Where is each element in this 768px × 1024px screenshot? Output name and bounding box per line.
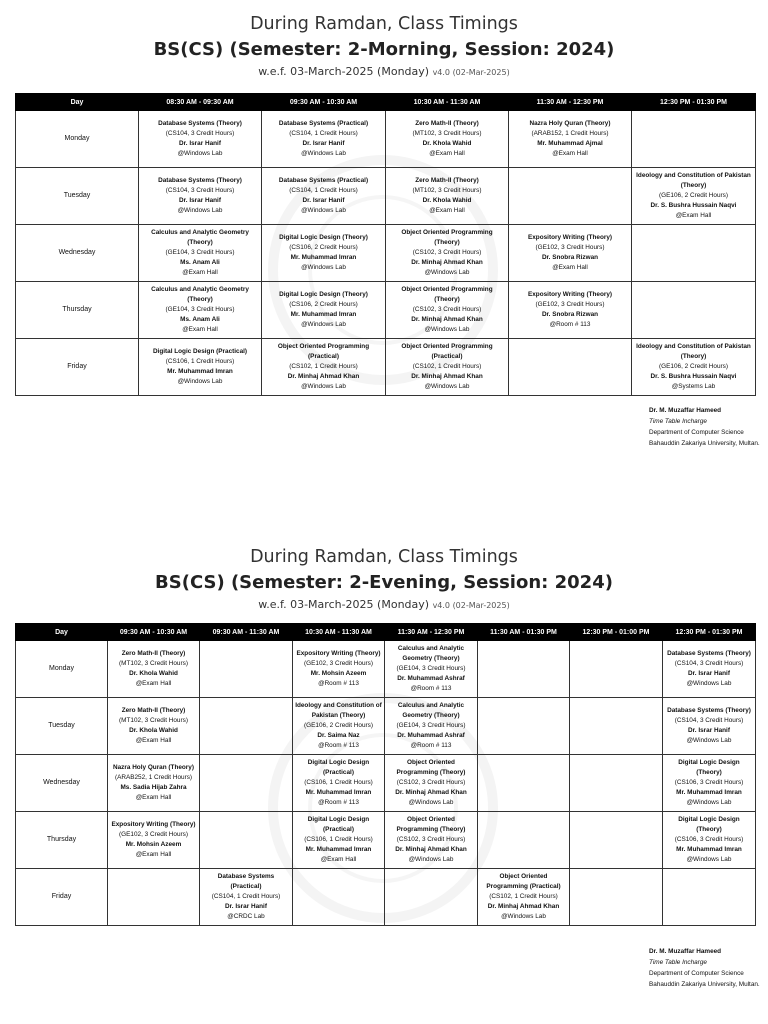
- course-title: Digital Logic Design (Theory): [678, 816, 740, 834]
- course-code: (CS104, 1 Credit Hours): [289, 187, 358, 195]
- signature-name: Dr. M. Muzaffar Hameed: [649, 948, 722, 955]
- course-title: Calculus and Analytic Geometry (Theory): [397, 645, 465, 663]
- room-location: @Windows Lab: [177, 206, 223, 214]
- signature-university: Bahauddin Zakariya University, Multan.: [649, 439, 760, 447]
- instructor-name: Dr. S. Bushra Hussain Naqvi: [650, 201, 737, 209]
- signature-name: Dr. M. Muzaffar Hameed: [649, 407, 722, 414]
- room-location: @Room # 113: [318, 679, 359, 687]
- empty-cell: [570, 755, 663, 812]
- course-title: Object Oriented Programming (Theory): [396, 816, 466, 834]
- course-code: (GE102, 3 Credit Hours): [535, 301, 605, 309]
- room-location: @Windows Lab: [686, 855, 732, 863]
- course-title: Ideology and Constitution of Pakistan (Theory): [636, 172, 751, 190]
- class-cell: [108, 698, 200, 755]
- time-slot-header: 09:30 AM - 10:30 AM: [108, 624, 200, 641]
- evening-heading: During Ramdan, Class Timings: [250, 547, 518, 567]
- course-title: Database Systems (Practical): [217, 873, 275, 891]
- instructor-name: Ms. Sadia Hijab Zahra: [120, 784, 187, 791]
- instructor-name: Mr. Muhammad Imran: [290, 311, 357, 318]
- day-label: Friday: [16, 869, 108, 926]
- class-cell: [632, 168, 756, 225]
- course-title: Ideology and Constitution of Pakistan (Theory): [295, 702, 382, 720]
- course-title: Expository Writing (Theory): [527, 234, 613, 242]
- timetable-row: [16, 282, 756, 339]
- timetable-row: [16, 225, 756, 282]
- class-cell: [663, 698, 756, 755]
- room-location: @Exam Hall: [429, 206, 465, 214]
- signature-department: Department of Computer Science: [649, 969, 744, 977]
- day-label: Wednesday: [16, 225, 139, 282]
- time-slot-header: 11:30 AM - 12:30 PM: [385, 624, 478, 641]
- course-title: Zero Math-II (Theory): [415, 120, 479, 128]
- class-cell: [262, 225, 386, 282]
- day-column-header: Day: [16, 624, 108, 641]
- empty-cell: [478, 755, 570, 812]
- time-slot-header: 08:30 AM - 09:30 AM: [139, 94, 262, 111]
- day-label: Monday: [16, 641, 108, 698]
- instructor-name: Dr. S. Bushra Hussain Naqvi: [650, 372, 737, 380]
- instructor-name: Dr. Israr Hanif: [179, 140, 221, 147]
- empty-cell: [478, 641, 570, 698]
- course-title: Digital Logic Design (Theory): [678, 759, 740, 777]
- room-location: @Windows Lab: [301, 149, 346, 157]
- room-location: @Room # 113: [410, 741, 452, 749]
- class-cell: [139, 282, 262, 339]
- time-slot-header: 10:30 AM - 11:30 AM: [386, 94, 509, 111]
- course-code: (GE106, 2 Credit Hours): [659, 363, 728, 371]
- course-title: Database Systems (Theory): [667, 707, 751, 715]
- empty-cell: [632, 111, 756, 168]
- timetable-row: [16, 755, 756, 812]
- course-code: (GE102, 3 Credit Hours): [119, 831, 188, 839]
- empty-cell: [200, 755, 293, 812]
- time-slot-header: 12:30 PM - 01:30 PM: [632, 94, 756, 111]
- class-cell: [386, 225, 509, 282]
- course-title: Database Systems (Practical): [278, 177, 369, 185]
- course-code: (CS104, 3 Credit Hours): [674, 660, 744, 668]
- class-cell: [293, 641, 385, 698]
- instructor-name: Dr. Israr Hanif: [225, 902, 267, 910]
- room-location: @Systems Lab: [671, 382, 716, 390]
- instructor-name: Dr. Minhaj Ahmad Khan: [411, 258, 483, 266]
- course-title: Digital Logic Design (Theory): [279, 291, 368, 299]
- class-cell: [385, 698, 478, 755]
- instructor-name: Dr. Minhaj Ahmad Khan: [487, 902, 560, 910]
- instructor-name: Mr. Muhammad Imran: [290, 254, 357, 261]
- instructor-name: Mr. Muhammad Imran: [167, 368, 233, 375]
- empty-cell: [570, 641, 663, 698]
- empty-cell: [663, 869, 756, 926]
- empty-cell: [570, 869, 663, 926]
- course-code: (GE106, 2 Credit Hours): [659, 192, 728, 200]
- course-code: (CS106, 2 Credit Hours): [289, 244, 358, 252]
- timetable-row: [16, 168, 756, 225]
- empty-cell: [570, 812, 663, 869]
- instructor-name: Mr. Muhammad Ajmal: [537, 140, 603, 147]
- class-cell: [108, 641, 200, 698]
- course-code: (CS102, 1 Credit Hours): [412, 363, 482, 371]
- day-label: Thursday: [16, 812, 108, 869]
- room-location: @Exam Hall: [182, 268, 218, 276]
- course-title: Zero Math-II (Theory): [121, 707, 186, 715]
- class-cell: [385, 755, 478, 812]
- course-code: (ARAB152, 1 Credit Hours): [531, 130, 609, 138]
- course-code: (GE104, 3 Credit Hours): [396, 722, 466, 730]
- signature-role: Time Table Incharge: [649, 417, 707, 425]
- course-title: Zero Math-II (Theory): [415, 177, 479, 185]
- course-code: (CS102, 3 Credit Hours): [412, 306, 482, 314]
- evening-effective-date: [0, 598, 768, 611]
- course-code: (CS106, 2 Credit Hours): [289, 301, 358, 309]
- room-location: @Room # 113: [318, 798, 359, 806]
- morning-signature-block: [649, 406, 760, 450]
- room-location: @Windows Lab: [408, 798, 454, 806]
- room-location: @Room # 113: [549, 320, 591, 328]
- class-cell: [262, 282, 386, 339]
- class-cell: [262, 168, 386, 225]
- class-cell: [478, 869, 570, 926]
- class-cell: [200, 869, 293, 926]
- instructor-name: Dr. Minhaj Ahmad Khan: [411, 315, 483, 323]
- class-cell: [139, 225, 262, 282]
- timetable-row: [16, 869, 756, 926]
- room-location: @Windows Lab: [686, 798, 732, 806]
- course-title: Digital Logic Design (Practical): [307, 759, 370, 777]
- course-title: Object Oriented Programming (Theory): [396, 759, 466, 777]
- class-cell: [632, 339, 756, 396]
- class-cell: [386, 111, 509, 168]
- course-title: Expository Writing (Theory): [111, 821, 196, 829]
- course-title: Calculus and Analytic Geometry (Theory): [151, 229, 249, 247]
- course-code: (GE102, 3 Credit Hours): [535, 244, 605, 252]
- course-title: Nazra Holy Quran (Theory): [113, 764, 194, 772]
- instructor-name: Dr. Israr Hanif: [302, 197, 345, 204]
- day-label: Friday: [16, 339, 139, 396]
- empty-cell: [632, 225, 756, 282]
- course-title: Object Oriented Programming (Practical): [486, 873, 561, 891]
- empty-cell: [385, 869, 478, 926]
- instructor-name: Dr. Minhaj Ahmad Khan: [411, 372, 483, 380]
- empty-cell: [200, 641, 293, 698]
- course-code: (MT102, 3 Credit Hours): [412, 187, 482, 195]
- instructor-name: Dr. Israr Hanif: [302, 140, 345, 147]
- empty-cell: [632, 282, 756, 339]
- instructor-name: Dr. Muhammad Ashraf: [397, 674, 465, 682]
- morning-timetable: [15, 93, 756, 396]
- time-slot-header: 11:30 AM - 12:30 PM: [509, 94, 632, 111]
- room-location: @Exam Hall: [182, 325, 218, 333]
- signature-role: Time Table Incharge: [649, 958, 707, 966]
- evening-program-title: BS(CS) (Semester: 2-Evening, Session: 2024): [155, 572, 613, 593]
- class-cell: [509, 111, 632, 168]
- room-location: @Windows Lab: [501, 912, 546, 920]
- instructor-name: Mr. Muhammad Imran: [676, 788, 742, 796]
- class-cell: [663, 641, 756, 698]
- room-location: @Exam Hall: [429, 149, 465, 157]
- room-location: @Windows Lab: [301, 320, 346, 328]
- room-location: @Exam Hall: [135, 793, 172, 801]
- course-code: (CS102, 3 Credit Hours): [412, 249, 482, 257]
- morning-effective-date: [0, 65, 768, 78]
- day-label: Wednesday: [16, 755, 108, 812]
- course-title: Database Systems (Theory): [158, 120, 242, 128]
- instructor-name: Dr. Khola Wahid: [422, 197, 472, 204]
- instructor-name: Dr. Saima Naz: [317, 731, 360, 739]
- course-title: Ideology and Constitution of Pakistan (Theory): [636, 343, 751, 361]
- course-code: (CS104, 1 Credit Hours): [211, 893, 281, 901]
- empty-cell: [509, 339, 632, 396]
- course-title: Nazra Holy Quran (Theory): [529, 120, 611, 128]
- course-title: Database Systems (Theory): [158, 177, 242, 185]
- room-location: @Windows Lab: [177, 377, 223, 385]
- class-cell: [108, 812, 200, 869]
- course-code: (GE104, 3 Credit Hours): [396, 665, 466, 673]
- instructor-name: Dr. Israr Hanif: [688, 670, 730, 677]
- morning-heading: During Ramdan, Class Timings: [250, 14, 518, 34]
- course-code: (CS104, 1 Credit Hours): [289, 130, 358, 138]
- room-location: @Windows Lab: [424, 268, 470, 276]
- room-location: @Windows Lab: [177, 149, 223, 157]
- room-location: @Exam Hall: [135, 850, 172, 858]
- instructor-name: Mr. Muhammad Imran: [676, 845, 742, 853]
- time-slot-header: 09:30 AM - 10:30 AM: [262, 94, 386, 111]
- time-slot-header: 12:30 PM - 01:00 PM: [570, 624, 663, 641]
- instructor-name: Dr. Israr Hanif: [688, 727, 730, 734]
- class-cell: [262, 339, 386, 396]
- room-location: @Windows Lab: [301, 206, 346, 214]
- instructor-name: Ms. Anam Ali: [180, 258, 220, 266]
- instructor-name: Dr. Khola Wahid: [422, 140, 472, 147]
- course-title: Calculus and Analytic Geometry (Theory): [397, 702, 465, 720]
- day-label: Thursday: [16, 282, 139, 339]
- course-code: (CS102, 1 Credit Hours): [289, 363, 358, 371]
- empty-cell: [293, 869, 385, 926]
- class-cell: [293, 812, 385, 869]
- timetable-row: [16, 641, 756, 698]
- room-location: @Windows Lab: [424, 382, 470, 390]
- evening-signature-block: [649, 947, 760, 991]
- instructor-name: Mr. Muhammad Imran: [305, 788, 372, 796]
- day-label: Monday: [16, 111, 139, 168]
- class-cell: [385, 641, 478, 698]
- course-title: Zero Math-II (Theory): [121, 650, 186, 658]
- empty-cell: [478, 698, 570, 755]
- course-code: (CS106, 1 Credit Hours): [304, 836, 373, 844]
- time-slot-header: 09:30 AM - 11:30 AM: [200, 624, 293, 641]
- instructor-name: Mr. Mohsin Azeem: [310, 670, 367, 677]
- room-location: @Room # 113: [410, 684, 452, 692]
- instructor-name: Dr. Minhaj Ahmad Khan: [395, 845, 467, 853]
- course-title: Digital Logic Design (Practical): [152, 348, 248, 356]
- day-column-header: Day: [16, 94, 139, 111]
- course-code: (CS106, 3 Credit Hours): [674, 779, 744, 787]
- course-code: (CS102, 3 Credit Hours): [396, 836, 466, 844]
- course-code: (MT102, 3 Credit Hours): [412, 130, 482, 138]
- day-label: Tuesday: [16, 168, 139, 225]
- room-location: @Exam Hall: [675, 211, 712, 219]
- instructor-name: Dr. Muhammad Ashraf: [397, 731, 465, 739]
- timetable-row: [16, 812, 756, 869]
- course-code: (CS104, 3 Credit Hours): [165, 187, 235, 195]
- course-title: Expository Writing (Theory): [296, 650, 381, 658]
- course-code: (MT102, 3 Credit Hours): [119, 660, 188, 668]
- course-code: (GE102, 3 Credit Hours): [304, 660, 373, 668]
- course-code: (GE104, 3 Credit Hours): [165, 306, 235, 314]
- morning-wef: w.e.f. 03-March-2025 (Monday): [258, 65, 430, 78]
- class-cell: [663, 755, 756, 812]
- signature-department: Department of Computer Science: [649, 428, 744, 436]
- evening-timetable: [15, 623, 756, 926]
- course-title: Digital Logic Design (Practical): [307, 816, 370, 834]
- class-cell: [386, 282, 509, 339]
- instructor-name: Dr. Khola Wahid: [129, 727, 178, 734]
- instructor-name: Ms. Anam Ali: [180, 315, 220, 323]
- instructor-name: Dr. Israr Hanif: [179, 197, 221, 204]
- course-code: (GE104, 3 Credit Hours): [165, 249, 235, 257]
- course-title: Object Oriented Programming (Theory): [401, 229, 493, 247]
- room-location: @CRDC Lab: [227, 912, 265, 920]
- room-location: @Exam Hall: [552, 263, 588, 271]
- instructor-name: Dr. Snobra Rizwan: [541, 311, 599, 318]
- day-label: Tuesday: [16, 698, 108, 755]
- room-location: @Windows Lab: [408, 855, 454, 863]
- room-location: @Windows Lab: [686, 679, 732, 687]
- instructor-name: Dr. Minhaj Ahmad Khan: [395, 788, 467, 796]
- room-location: @Windows Lab: [301, 382, 346, 390]
- instructor-name: Mr. Muhammad Imran: [305, 845, 372, 853]
- time-slot-header: 12:30 PM - 01:30 PM: [663, 624, 756, 641]
- empty-cell: [509, 168, 632, 225]
- time-slot-header: 11:30 AM - 01:30 PM: [478, 624, 570, 641]
- course-code: (CS106, 3 Credit Hours): [674, 836, 744, 844]
- course-title: Object Oriented Programming (Practical): [277, 343, 370, 361]
- room-location: @Exam Hall: [135, 736, 172, 744]
- timetable-row: [16, 111, 756, 168]
- course-title: Database Systems (Practical): [278, 120, 369, 128]
- course-title: Expository Writing (Theory): [527, 291, 613, 299]
- class-cell: [663, 812, 756, 869]
- course-code: (CS106, 1 Credit Hours): [165, 358, 235, 366]
- course-title: Digital Logic Design (Theory): [279, 234, 368, 242]
- timetable-row: [16, 698, 756, 755]
- empty-cell: [200, 812, 293, 869]
- class-cell: [139, 339, 262, 396]
- class-cell: [509, 225, 632, 282]
- course-code: (CS102, 1 Credit Hours): [489, 893, 558, 901]
- class-cell: [509, 282, 632, 339]
- class-cell: [293, 698, 385, 755]
- evening-header-row: [16, 624, 756, 641]
- class-cell: [139, 111, 262, 168]
- room-location: @Windows Lab: [424, 325, 470, 333]
- morning-program-title: BS(CS) (Semester: 2-Morning, Session: 2024): [153, 39, 615, 60]
- signature-university: Bahauddin Zakariya University, Multan.: [649, 980, 760, 988]
- course-code: (GE106, 2 Credit Hours): [304, 722, 373, 730]
- course-title: Object Oriented Programming (Theory): [401, 286, 493, 304]
- time-slot-header: 10:30 AM - 11:30 AM: [293, 624, 385, 641]
- course-code: (CS106, 1 Credit Hours): [304, 779, 373, 787]
- room-location: @Exam Hall: [552, 149, 588, 157]
- course-code: (CS104, 3 Credit Hours): [165, 130, 235, 138]
- room-location: @Exam Hall: [320, 855, 357, 863]
- class-cell: [386, 168, 509, 225]
- class-cell: [293, 755, 385, 812]
- course-code: (CS102, 3 Credit Hours): [396, 779, 466, 787]
- instructor-name: Dr. Khola Wahid: [129, 670, 178, 677]
- class-cell: [385, 812, 478, 869]
- room-location: @Windows Lab: [686, 736, 732, 744]
- instructor-name: Dr. Minhaj Ahmad Khan: [287, 372, 360, 380]
- empty-cell: [200, 698, 293, 755]
- course-title: Object Oriented Programming (Practical): [401, 343, 493, 361]
- morning-header-row: [16, 94, 756, 111]
- timetable-row: [16, 339, 756, 396]
- empty-cell: [108, 869, 200, 926]
- empty-cell: [478, 812, 570, 869]
- course-code: (MT102, 3 Credit Hours): [119, 717, 188, 725]
- course-code: (CS104, 3 Credit Hours): [674, 717, 744, 725]
- evening-version: v4.0 (02-Mar-2025): [432, 601, 510, 610]
- instructor-name: Mr. Mohsin Azeem: [125, 841, 182, 848]
- room-location: @Room # 113: [318, 741, 359, 749]
- class-cell: [108, 755, 200, 812]
- morning-version: v4.0 (02-Mar-2025): [432, 68, 510, 77]
- instructor-name: Dr. Snobra Rizwan: [541, 254, 599, 261]
- empty-cell: [570, 698, 663, 755]
- class-cell: [262, 111, 386, 168]
- course-code: (ARAB252, 1 Credit Hours): [114, 774, 193, 782]
- class-cell: [386, 339, 509, 396]
- room-location: @Windows Lab: [301, 263, 346, 271]
- course-title: Database Systems (Theory): [667, 650, 751, 658]
- class-cell: [139, 168, 262, 225]
- course-title: Calculus and Analytic Geometry (Theory): [151, 286, 249, 304]
- evening-wef: w.e.f. 03-March-2025 (Monday): [258, 598, 430, 611]
- room-location: @Exam Hall: [135, 679, 172, 687]
